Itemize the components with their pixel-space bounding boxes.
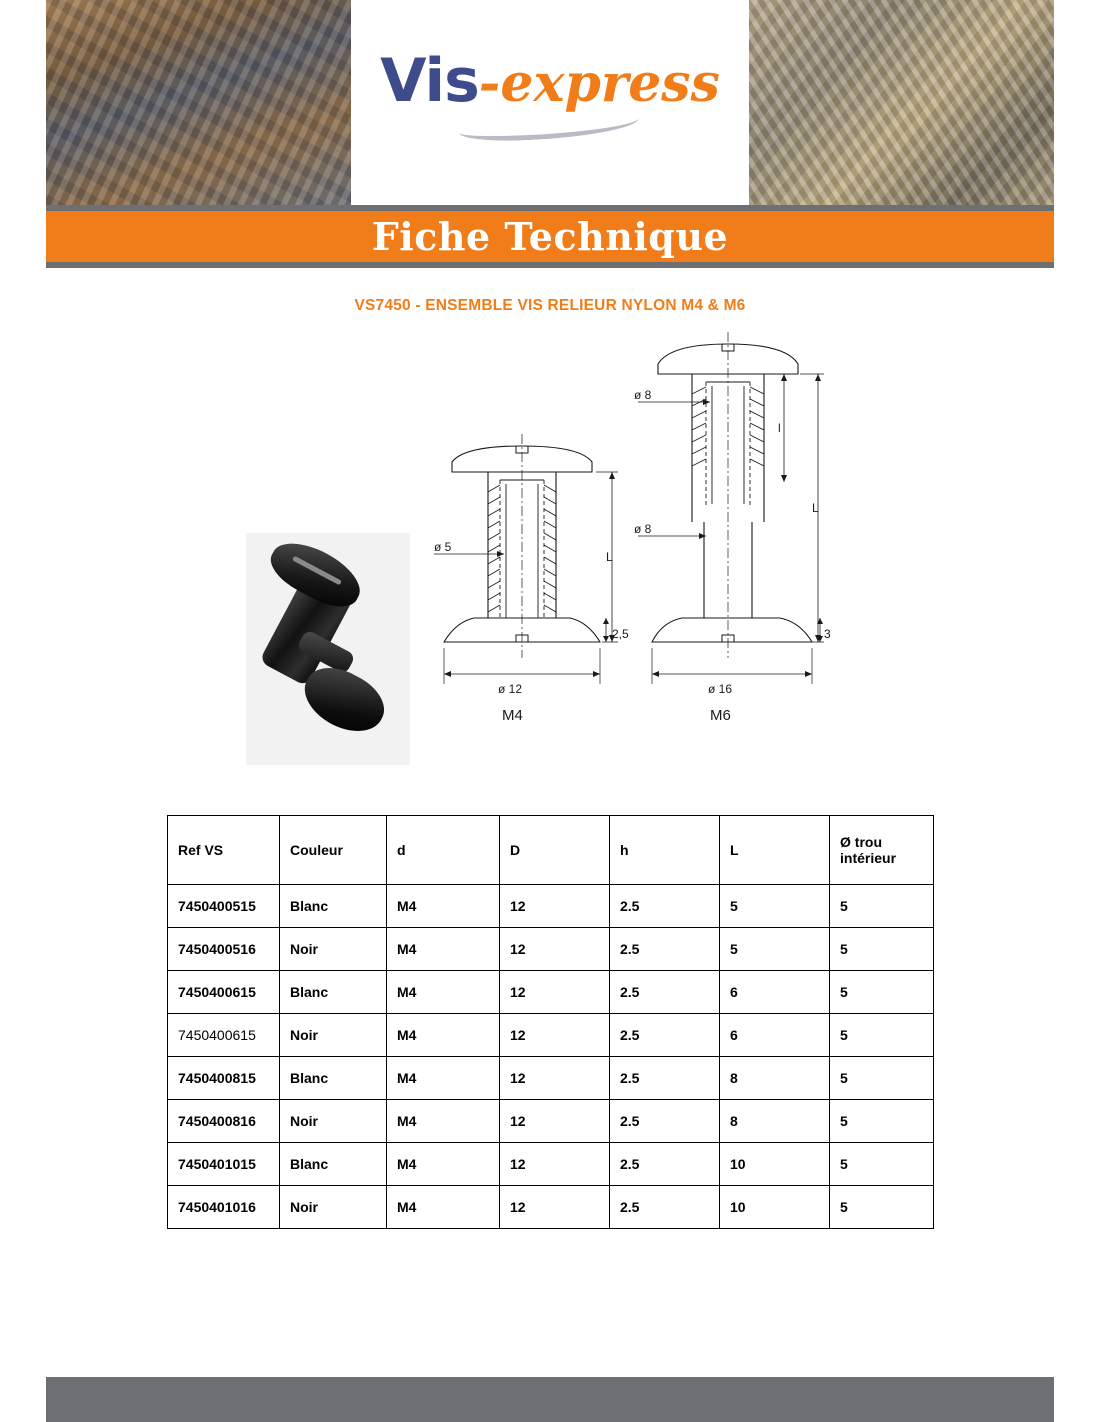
cell-d: M4: [387, 1057, 500, 1100]
column-header-d: d: [387, 816, 500, 885]
header-photo-texture-right: [749, 0, 1054, 205]
logo-main-text: Vis: [380, 46, 479, 116]
cell-D: 12: [500, 1057, 610, 1100]
table-row: [168, 1014, 934, 1057]
cell-h: 2.5: [610, 1100, 720, 1143]
column-header-h: h: [610, 816, 720, 885]
cell-trou: 5: [830, 1186, 934, 1229]
cell-L: 10: [720, 1143, 830, 1186]
cell-ref: 7450400516: [168, 928, 280, 971]
cell-L: 5: [720, 885, 830, 928]
cell-h: 2.5: [610, 1186, 720, 1229]
column-header-ref: Ref VS: [168, 816, 280, 885]
table-row: [168, 1100, 934, 1143]
logo-area: [351, 0, 749, 205]
cell-couleur: Blanc: [280, 1143, 387, 1186]
logo-accent-text: -express: [478, 53, 720, 114]
dim-m4-head-thickness: 2,5: [612, 627, 629, 641]
document-title: Fiche Technique: [371, 214, 729, 259]
cell-d: M4: [387, 885, 500, 928]
table-header-row: [168, 816, 934, 885]
cell-h: 2.5: [610, 1014, 720, 1057]
cell-ref: 7450400615: [168, 1014, 280, 1057]
cell-L: 8: [720, 1057, 830, 1100]
header-photo-workbench: [46, 0, 351, 205]
brand-logo: [351, 46, 749, 116]
dim-m6-thread-length: l: [778, 421, 781, 435]
cell-trou: 5: [830, 1014, 934, 1057]
spec-table: [167, 815, 934, 1229]
cell-L: 6: [720, 1014, 830, 1057]
cell-L: 6: [720, 971, 830, 1014]
dim-m6-length: L: [812, 501, 819, 515]
column-header-trou-line1: Ø trou: [840, 833, 882, 850]
cell-ref: 7450400816: [168, 1100, 280, 1143]
column-header-trou: [830, 816, 934, 885]
table-row: [168, 928, 934, 971]
dim-m4-inner-dia: ø 5: [434, 540, 452, 554]
header-photo-texture-left: [46, 0, 351, 205]
column-header-L: L: [720, 816, 830, 885]
cell-h: 2.5: [610, 928, 720, 971]
cell-h: 2.5: [610, 1143, 720, 1186]
page-header: [46, 0, 1054, 205]
cell-h: 2.5: [610, 885, 720, 928]
dim-m6-outer-dia: ø 16: [708, 682, 733, 696]
caption-m4: M4: [502, 707, 523, 724]
cell-trou: 5: [830, 971, 934, 1014]
cell-L: 5: [720, 928, 830, 971]
cell-couleur: Blanc: [280, 1057, 387, 1100]
title-bar-background: [46, 205, 1054, 268]
dim-m4-length: L: [606, 550, 613, 564]
cell-trou: 5: [830, 885, 934, 928]
table-row: [168, 1057, 934, 1100]
cell-D: 12: [500, 1143, 610, 1186]
cell-d: M4: [387, 971, 500, 1014]
cell-ref: 7450400815: [168, 1057, 280, 1100]
header-photo-screws: [749, 0, 1054, 205]
column-header-couleur: Couleur: [280, 816, 387, 885]
cell-d: M4: [387, 1186, 500, 1229]
cell-h: 2.5: [610, 971, 720, 1014]
table-row: [168, 1143, 934, 1186]
cell-L: 10: [720, 1186, 830, 1229]
cell-d: M4: [387, 1100, 500, 1143]
cell-trou: 5: [830, 1143, 934, 1186]
cell-couleur: Noir: [280, 1186, 387, 1229]
cell-couleur: Noir: [280, 928, 387, 971]
cell-trou: 5: [830, 1100, 934, 1143]
cell-D: 12: [500, 885, 610, 928]
cell-D: 12: [500, 1100, 610, 1143]
technical-drawing: [420, 322, 840, 742]
cell-couleur: Noir: [280, 1014, 387, 1057]
title-bar: [46, 211, 1054, 262]
cell-ref: 7450401015: [168, 1143, 280, 1186]
cell-couleur: Blanc: [280, 971, 387, 1014]
dim-m4-outer-dia: ø 12: [498, 682, 523, 696]
cell-d: M4: [387, 1014, 500, 1057]
cell-d: M4: [387, 1143, 500, 1186]
dim-m6-head-thickness: 3: [824, 627, 831, 641]
cell-couleur: Blanc: [280, 885, 387, 928]
product-title: VS7450 - ENSEMBLE VIS RELIEUR NYLON M4 & M6: [354, 297, 746, 314]
cell-trou: 5: [830, 928, 934, 971]
table-row: [168, 971, 934, 1014]
caption-m6: M6: [710, 707, 731, 724]
cell-D: 12: [500, 928, 610, 971]
column-header-D: D: [500, 816, 610, 885]
cell-trou: 5: [830, 1057, 934, 1100]
cell-d: M4: [387, 928, 500, 971]
cell-ref: 7450400615: [168, 971, 280, 1014]
cell-ref: 7450401016: [168, 1186, 280, 1229]
cell-D: 12: [500, 971, 610, 1014]
table-row: [168, 885, 934, 928]
dim-m6-inner-dia: ø 8: [634, 388, 652, 402]
cell-D: 12: [500, 1186, 610, 1229]
dim-m6-shank-dia: ø 8: [634, 522, 652, 536]
table-row: [168, 1186, 934, 1229]
cell-L: 8: [720, 1100, 830, 1143]
cell-ref: 7450400515: [168, 885, 280, 928]
cell-D: 12: [500, 1014, 610, 1057]
footer-bar: [46, 1377, 1054, 1422]
column-header-trou-line2: intérieur: [840, 850, 897, 866]
cell-couleur: Noir: [280, 1100, 387, 1143]
spec-table-container: [167, 815, 933, 1229]
product-photo: [246, 533, 410, 765]
cell-h: 2.5: [610, 1057, 720, 1100]
